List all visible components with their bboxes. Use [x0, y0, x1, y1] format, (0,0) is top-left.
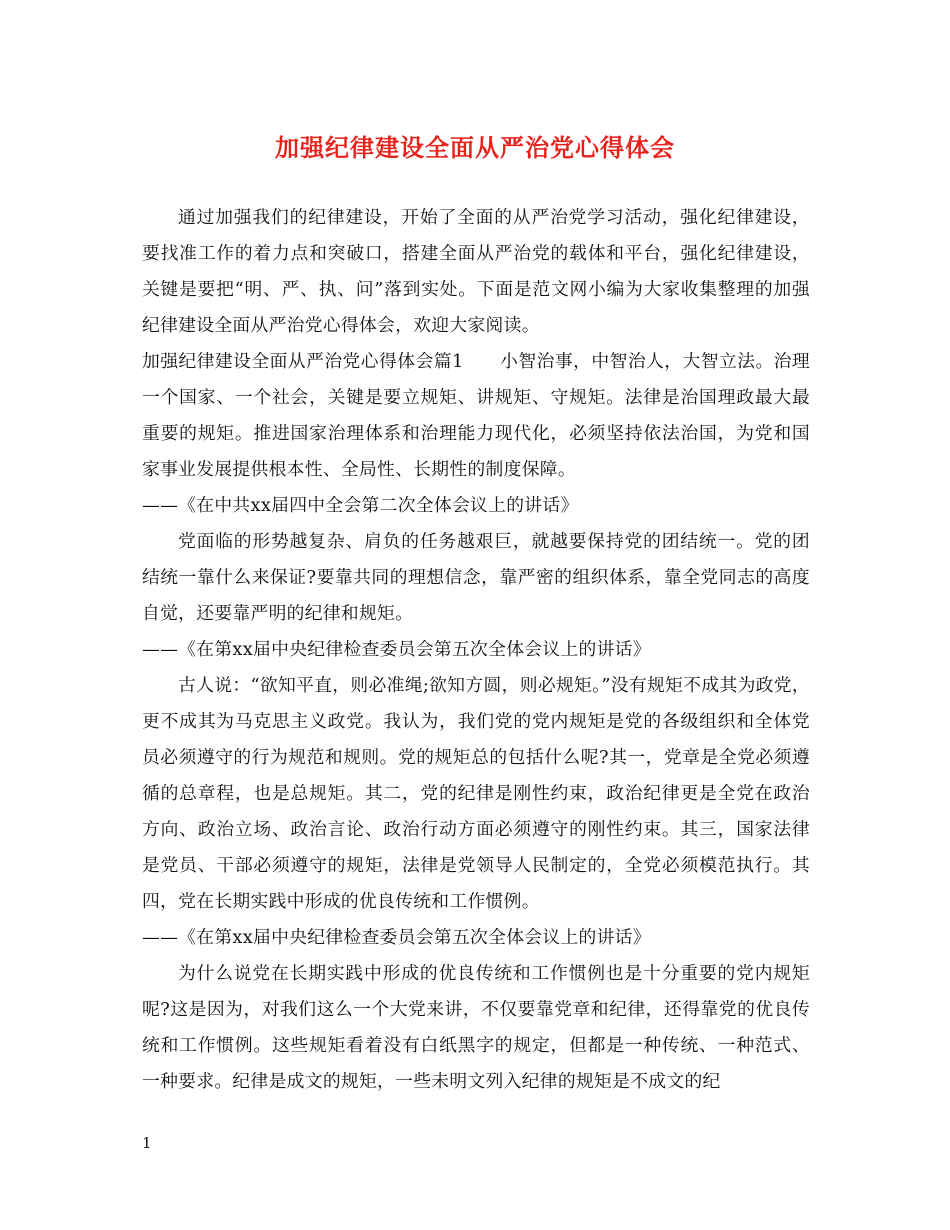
body-paragraph: 为什么说党在长期实践中形成的优良传统和工作惯例也是十分重要的党内规矩呢?这是因为，对我们这么一个大党来讲，不仅要靠党章和纪律，还得靠党的优良传统和工作惯例。这些规矩看着没有白纸黑字的规定，但都是一种传统、一种范式、一种要求。纪律是成文的规矩，一些未明文列入纪律的规矩是不成文的纪	[142, 963, 810, 1092]
quote-source: ——《在中共xx届四中全会第二次全体会议上的讲话》	[142, 495, 579, 516]
body-paragraph: 古人说：“欲知平直，则必准绳;欲知方圆，则必规矩。”没有规矩不成其为政党，更不成其为马克思主义政党。我认为，我们党的党内规矩是党的各级组织和全体党员必须遵守的行为规范和规则。党的规矩总的包括什么呢?其一，党章是全党必须遵循的总章程，也是总规矩。其二，党的纪律是刚性约束，政治纪律更是全党在政治方向、政治立场、政治言论、政治行动方面必须遵守的刚性约束。其三，国家法律是党员、干部必须遵守的规矩，法律是党领导人民制定的，全党必须模范执行。其四，党在长期实践中形成的优良传统和工作惯例。	[142, 675, 810, 912]
document-body	[142, 200, 810, 1100]
intro-paragraph: 通过加强我们的纪律建设，开始了全面的从严治党学习活动，强化纪律建设，要找准工作的着力点和突破口，搭建全面从严治党的载体和平台，强化纪律建设，关键是要把“明、严、执、问”落到实处。下面是范文网小编为大家收集整理的加强纪律建设全面从严治党心得体会，欢迎大家阅读。	[142, 207, 810, 336]
document-title: 加强纪律建设全面从严治党心得体会	[275, 133, 675, 162]
section-heading-paragraph: 加强纪律建设全面从严治党心得体会篇1 小智治事，中智治人，大智立法。治理一个国家、一个社会，关键是要立规矩、讲规矩、守规矩。法律是治国理政最大最重要的规矩。推进国家治理体系和治理能力现代化，必须坚持依法治国，为党和国家事业发展提供根本性、全局性、长期性的制度保障。	[142, 351, 810, 480]
quote-source: ——《在第xx届中央纪律检查委员会第五次全体会议上的讲话》	[142, 927, 651, 948]
page-number: 1	[142, 1134, 152, 1152]
quote-source: ——《在第xx届中央纪律检查委员会第五次全体会议上的讲话》	[142, 639, 651, 660]
body-paragraph: 党面临的形势越复杂、肩负的任务越艰巨，就越要保持党的团结统一。党的团结统一靠什么来保证?要靠共同的理想信念，靠严密的组织体系，靠全党同志的高度自觉，还要靠严明的纪律和规矩。	[142, 531, 810, 624]
